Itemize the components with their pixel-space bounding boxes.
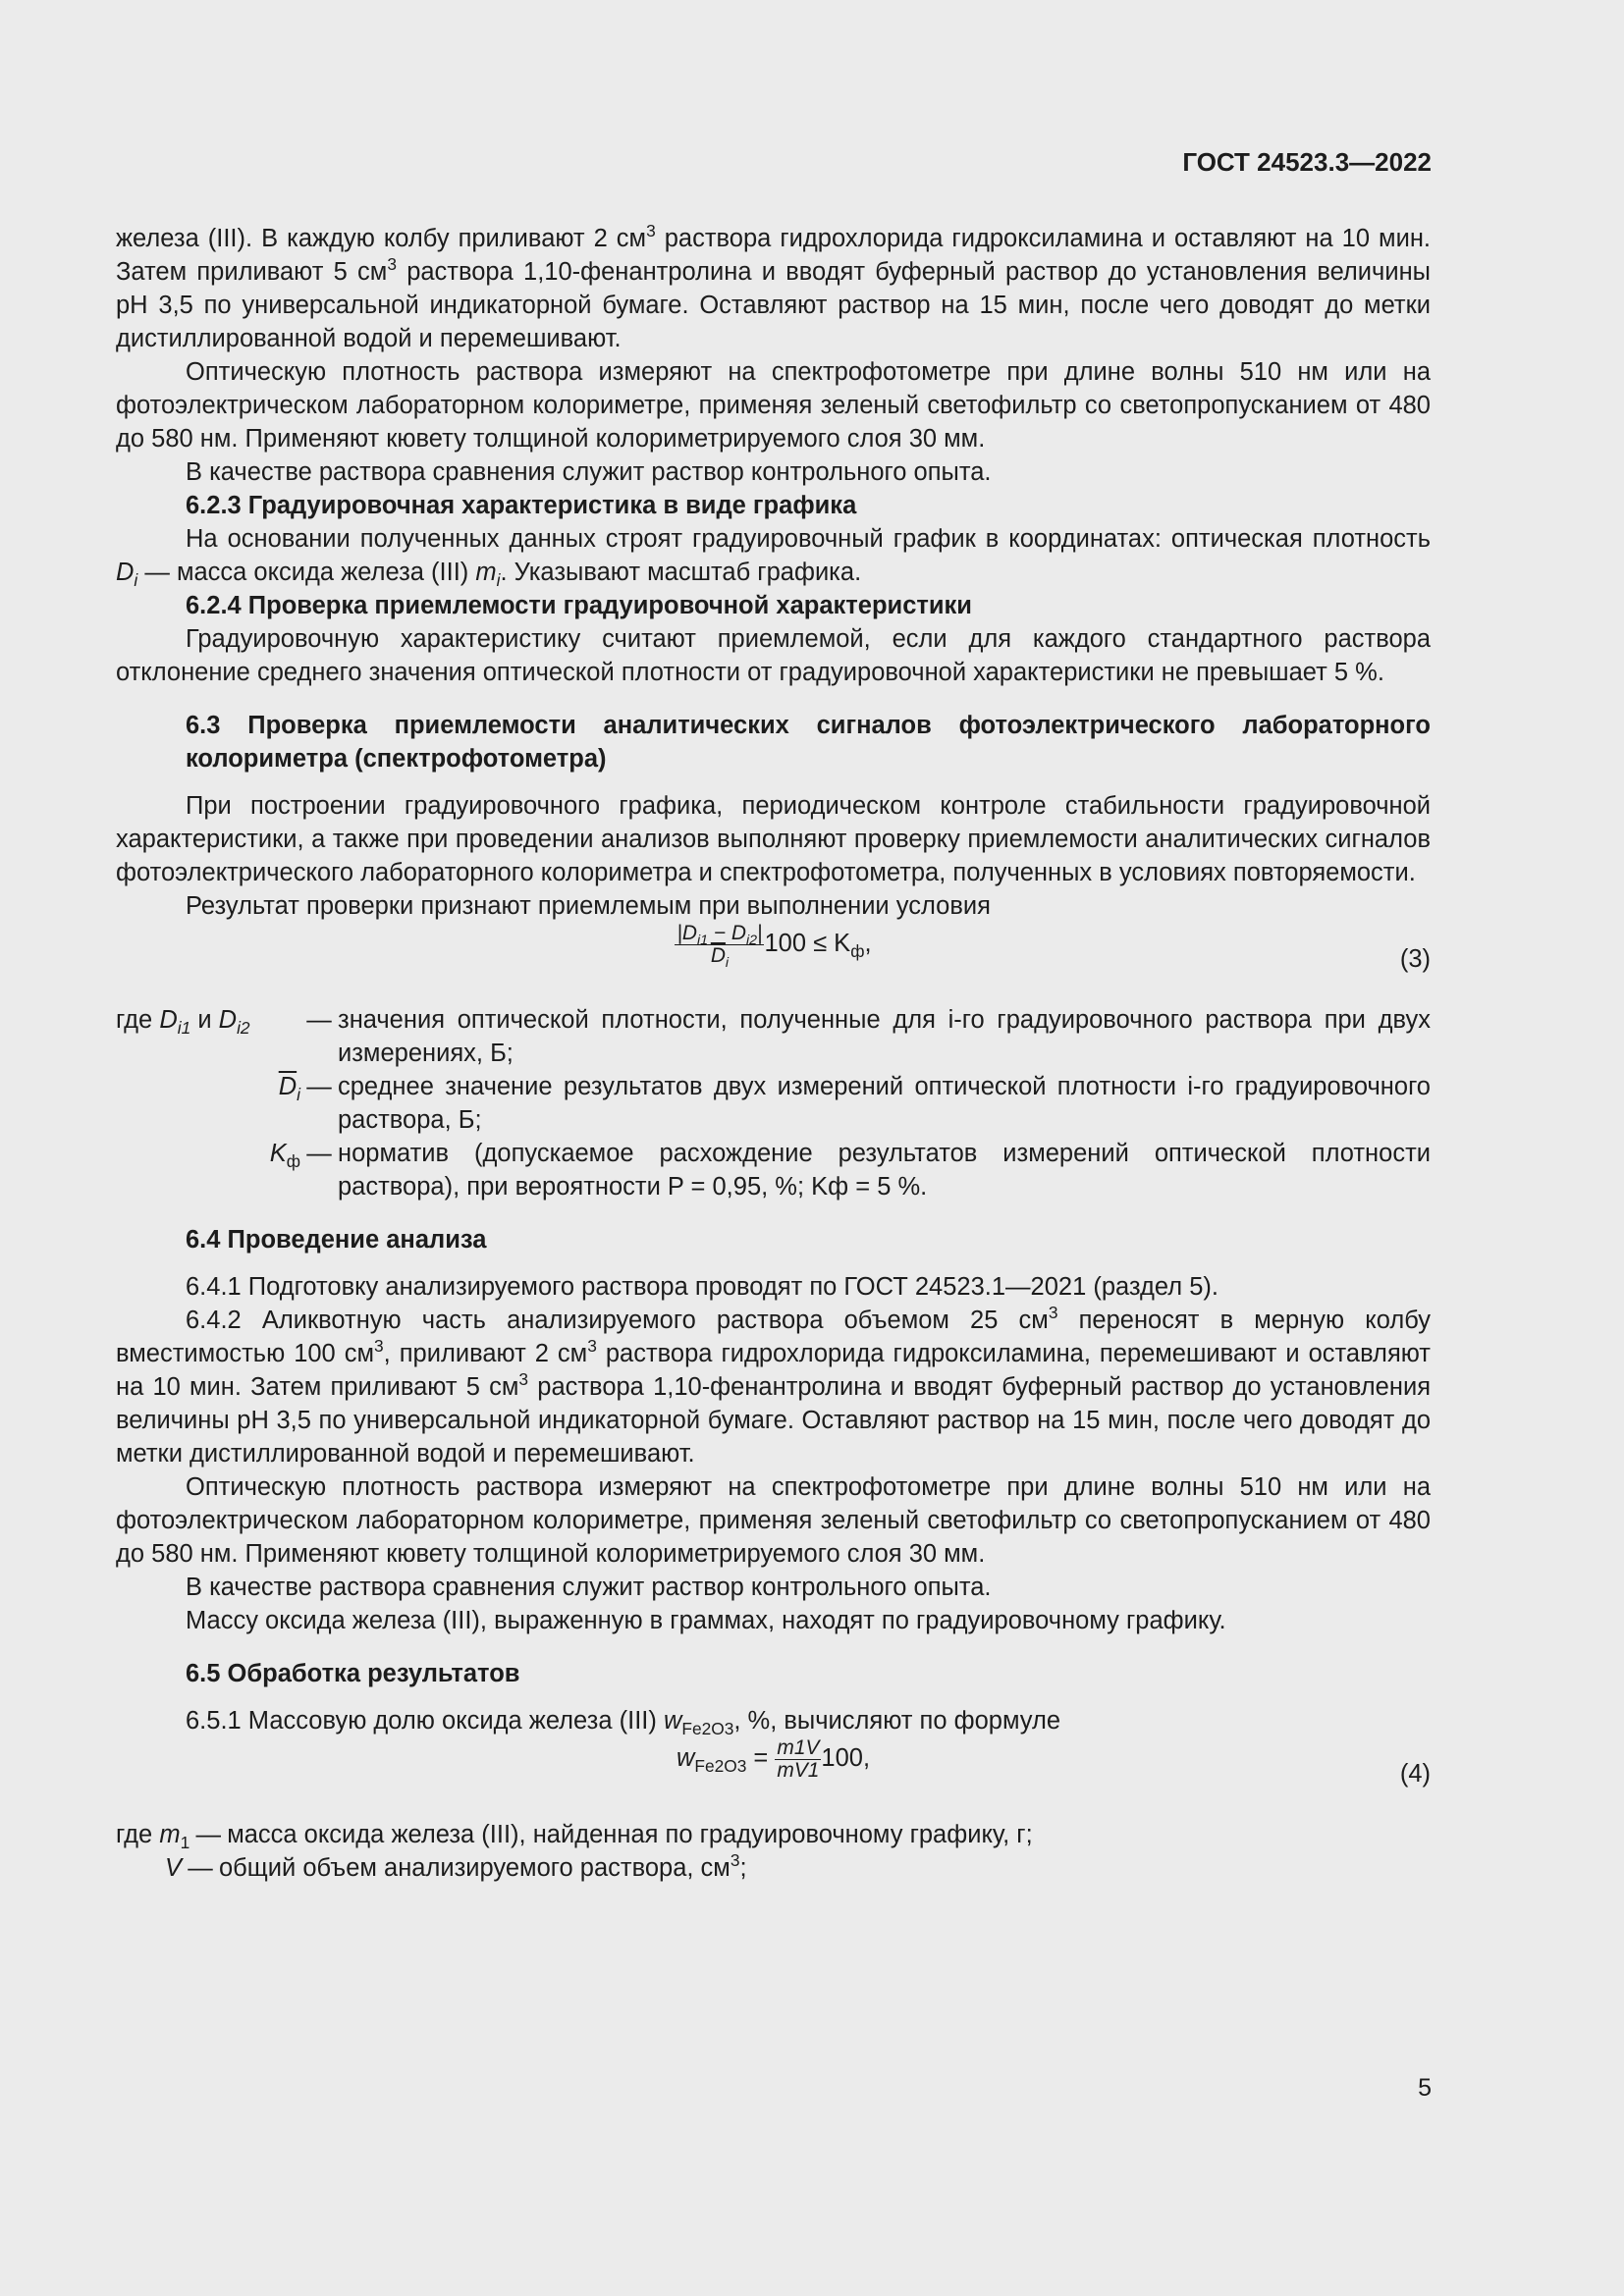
paragraph-acceptance: Градуировочную характеристику считают приемлемой, если для каждого стандартного раствора отклонение среднего значения оптической плотности от градуировочной характеристики не превышает 5 %. — [116, 625, 1431, 686]
heading-6-5: 6.5 Обработка результатов — [186, 1660, 520, 1687]
heading-6-2-4: 6.2.4 Проверка приемлемости градуировочной характеристики — [186, 592, 972, 619]
definitions-formula-3: где $D_{i1}$ и $D_{i2}$ — значения оптической плотности, полученные для i-го градуировочного раствора при двух измерениях, Б; $\overline{D}_i$ — среднее значение результатов двух измерений оптической плотности i-го градуировочного раствора, Б; $K_ф$ — норматив (допускаемое расхождение результатов измерений оптической плотности раствора), при вероятности P = 0,95, %; Kф = 5 %. — [116, 1006, 1431, 1201]
formula-4: $w_{Fe2O3}$ = $\frac{m1V}{mV1}$ 100, (4) — [116, 1737, 1431, 1810]
paragraph-mass-from-graph: Массу оксида железа (III), выраженную в граммах, находят по градуировочному графику. — [186, 1607, 1226, 1634]
formula-3: $\frac{|D_{i1} - D_{i2}|}{\overline{D}_i}$ $100 \le K_ф$, (3) — [116, 923, 1431, 995]
paragraph-6-4-1: 6.4.1 Подготовку анализируемого раствора проводят по ГОСТ 24523.1—2021 (раздел 5). — [186, 1273, 1218, 1301]
paragraph-optical-density: Оптическую плотность раствора измеряют на спектрофотометре при длине волны 510 нм или на фотоэлектрическом лабораторном колориметре, применяя зеленый светофильтр со светопропусканием от 480 до 580 нм. Применяют кювету толщиной колориметрируемого слоя 30 мм. — [116, 358, 1431, 453]
paragraph-condition: Результат проверки признают приемлемым при выполнении условия — [186, 892, 991, 920]
paragraph-6-4-2: 6.4.2 Аликвотную часть анализируемого раствора объемом 25 $см^3$ переносят в мерную колбу вместимостью 100 $см^3$, приливают 2 $см^3$ раствора гидрохлорида гидроксиламина, перемешивают и оставляют на 10 мин. Затем приливают 5 $см^3$ раствора 1,10-фенантролина и вводят буферный раствор до установления величины pH 3,5 по универсальной индикаторной бумаге. Оставляют раствор на 15 мин, после чего доводят до метки дистиллированной водой и перемешивают. — [116, 1303, 1432, 1468]
paragraph-continuation: железа (III). В каждую колбу приливают 2 $см^3$ раствора гидрохлорида гидроксиламина и оставляют на 10 мин. Затем приливают 5 $см^3$ раствора 1,10-фенантролина и вводят буферный раствор до установления величины pH 3,5 по универсальной индикаторной бумаге. Оставляют раствор на 15 мин, после чего доводят до метки дистиллированной водой и перемешивают. — [116, 221, 1431, 352]
document-code: ГОСТ 24523.3—2022 — [1182, 147, 1432, 177]
definitions-formula-4: где $m_1$ — масса оксида железа (III), найденная по градуировочному графику, г; V — общий объем анализируемого раствора, $см^3$; — [116, 1821, 1033, 1882]
paragraph-optical-density-2: Оптическую плотность раствора измеряют на спектрофотометре при длине волны 510 нм или на фотоэлектрическом лабораторном колориметре, применяя зеленый светофильтр со светопропусканием от 480 до 580 нм. Применяют кювету толщиной колориметрируемого слоя 30 мм. — [116, 1473, 1431, 1568]
page-number: 5 — [1418, 2074, 1432, 2102]
paragraph-reference-solution-2: В качестве раствора сравнения служит раствор контрольного опыта. — [186, 1574, 992, 1601]
paragraph-reference-solution: В качестве раствора сравнения служит раствор контрольного опыта. — [186, 458, 992, 486]
heading-6-3: 6.3 Проверка приемлемости аналитических сигналов фотоэлектрического лабораторного колориметра (спектрофотометра) — [186, 712, 1431, 773]
paragraph-6-5-1: 6.5.1 Массовую долю оксида железа (III) $w_{Fe2O3}$, %, вычисляют по формуле — [186, 1707, 1061, 1739]
heading-6-4: 6.4 Проведение анализа — [186, 1226, 487, 1254]
formula-number-3: (3) — [1399, 945, 1431, 973]
paragraph-signal-check: При построении градуировочного графика, периодическом контроле стабильности градуировочной характеристики, а также при проведении анализов выполняют проверку приемлемости аналитических сигналов фотоэлектрического лабораторного колориметра и спектрофотометра, полученных в условиях повторяемости. — [116, 792, 1431, 886]
paragraph-graph: На основании полученных данных строят градуировочный график в координатах: оптическая плотность $D_i$ — масса оксида железа (III) $m_i$. Указывают масштаб графика. — [116, 525, 1431, 591]
heading-6-2-3: 6.2.3 Градуировочная характеристика в виде графика — [186, 492, 857, 519]
page-body — [116, 222, 1431, 1885]
formula-number-4: (4) — [1399, 1760, 1431, 1788]
